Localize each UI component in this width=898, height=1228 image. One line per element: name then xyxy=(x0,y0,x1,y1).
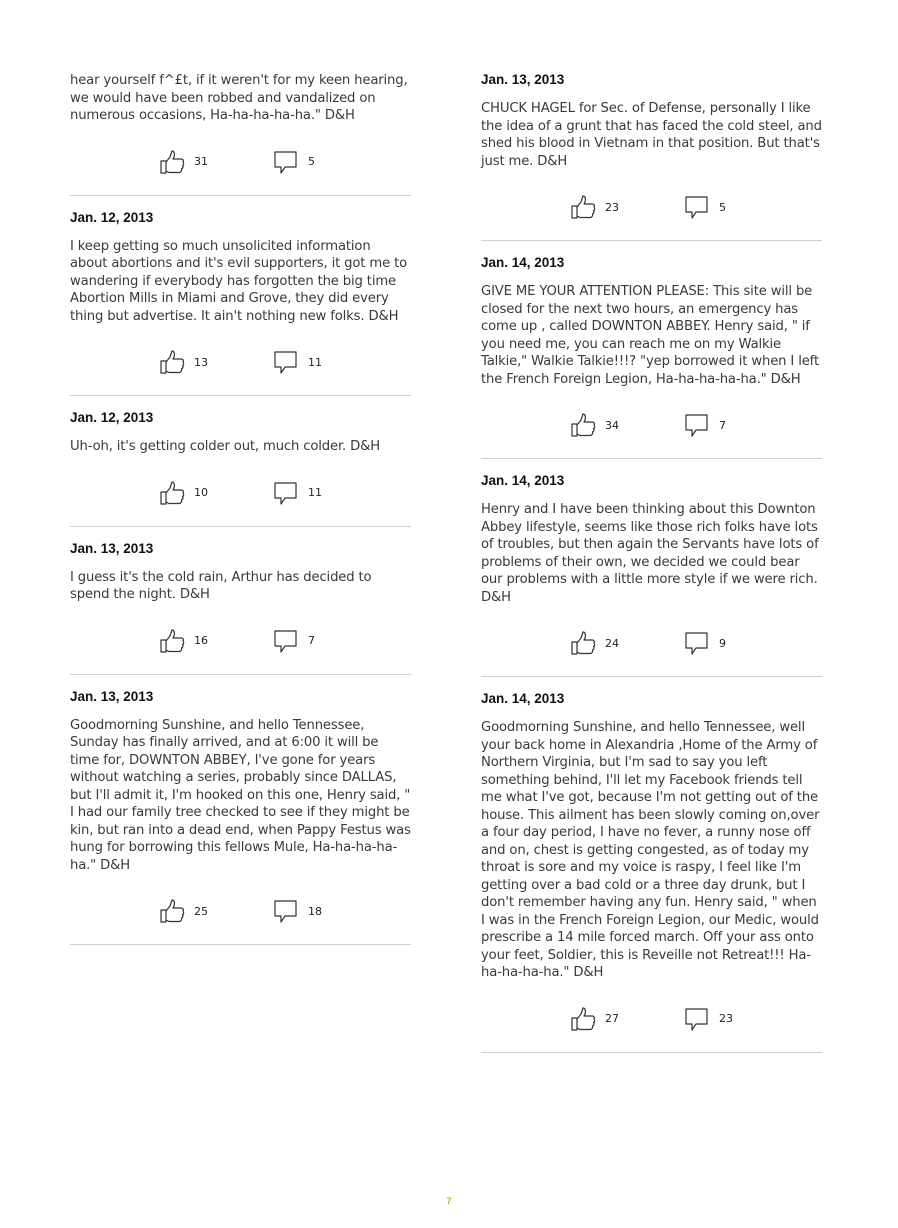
like-button[interactable] xyxy=(159,628,208,654)
comment-count: 9 xyxy=(719,636,726,650)
comment-icon xyxy=(684,194,710,220)
like-count: 27 xyxy=(605,1012,619,1025)
comment-icon xyxy=(684,630,710,656)
like-count: 16 xyxy=(194,634,208,647)
post xyxy=(481,255,822,459)
post-stats xyxy=(70,325,411,395)
like-button[interactable] xyxy=(159,149,208,175)
like-count: 24 xyxy=(605,636,619,650)
like-button[interactable] xyxy=(570,1006,619,1032)
comment-button[interactable] xyxy=(684,1006,733,1032)
post-date: Jan. 14, 2013 xyxy=(481,473,565,488)
post-date: Jan. 12, 2013 xyxy=(70,410,154,425)
post-stats xyxy=(70,125,411,195)
post-stats xyxy=(70,456,411,526)
like-count: 34 xyxy=(605,418,619,432)
thumbs-up-icon xyxy=(570,1006,596,1032)
comment-button[interactable] xyxy=(273,480,322,506)
post-text: I guess it's the cold rain, Arthur has decided to spend the night. D&H xyxy=(70,569,372,602)
like-count: 25 xyxy=(194,904,208,918)
like-button[interactable] xyxy=(570,194,619,220)
thumbs-up-icon xyxy=(159,149,185,175)
thumbs-up-icon xyxy=(570,630,596,656)
post xyxy=(70,410,411,527)
thumbs-up-icon xyxy=(159,628,185,654)
post xyxy=(70,210,411,397)
post-text: I keep getting so much unsolicited information about abortions and it's evil supporters, it got me to wandering if everybody has forgotten the big time Abortion Mills in Miami and Grove, they did every thing but advertise. It ain't nothing new folks. D&H xyxy=(70,238,408,324)
comment-button[interactable] xyxy=(273,349,322,375)
post-date: Jan. 13, 2013 xyxy=(70,540,154,556)
comment-icon xyxy=(273,349,299,375)
like-button[interactable] xyxy=(159,480,208,506)
left-column xyxy=(70,70,411,945)
comment-button[interactable] xyxy=(273,898,322,924)
comment-icon xyxy=(273,480,299,506)
like-button[interactable] xyxy=(570,412,619,438)
comment-button[interactable] xyxy=(684,630,726,656)
comment-icon xyxy=(684,412,710,438)
post xyxy=(70,689,411,946)
post xyxy=(70,541,411,675)
comment-count: 5 xyxy=(308,155,315,168)
post-stats xyxy=(70,874,411,944)
comment-button[interactable] xyxy=(273,628,315,654)
comment-count: 11 xyxy=(308,355,322,369)
post-text: Uh-oh, it's getting colder out, much colder. D&H xyxy=(70,439,381,454)
post xyxy=(70,72,411,196)
post xyxy=(481,72,822,241)
post-date: Jan. 14, 2013 xyxy=(481,691,565,706)
comment-icon xyxy=(273,149,299,175)
like-count: 31 xyxy=(194,155,208,168)
post-date: Jan. 13, 2013 xyxy=(70,688,154,704)
thumbs-up-icon xyxy=(570,194,596,220)
thumbs-up-icon xyxy=(159,898,185,924)
post-stats xyxy=(481,606,822,676)
comment-count: 7 xyxy=(719,418,726,432)
post-text: CHUCK HAGEL for Sec. of Defense, personally I like the idea of a grunt that has faced the cold steel, and shed his blood in Vietnam in that position. But that's just me. D&H xyxy=(481,101,822,169)
thumbs-up-icon xyxy=(159,480,185,506)
like-count: 23 xyxy=(605,200,619,214)
like-button[interactable] xyxy=(570,630,619,656)
comment-count: 23 xyxy=(719,1012,733,1025)
post-stats xyxy=(481,982,822,1052)
post-stats xyxy=(70,604,411,674)
page-number: 7 xyxy=(446,1196,452,1206)
post-text: Henry and I have been thinking about this Downton Abbey lifestyle, seems like those rich folks have lots of troubles, but then again the Servants have lots of problems of their own, we decided we could bear our problems with a little more style if we were rich. D&H xyxy=(481,502,819,605)
like-button[interactable] xyxy=(159,898,208,924)
thumbs-up-icon xyxy=(570,412,596,438)
post-stats xyxy=(481,170,822,240)
comment-icon xyxy=(273,898,299,924)
comment-icon xyxy=(273,628,299,654)
post-stats xyxy=(481,388,822,458)
comment-count: 11 xyxy=(308,486,322,499)
thumbs-up-icon xyxy=(159,349,185,375)
right-column xyxy=(481,70,822,1053)
comment-button[interactable] xyxy=(273,149,315,175)
comment-button[interactable] xyxy=(684,194,726,220)
like-count: 13 xyxy=(194,355,208,369)
comment-count: 5 xyxy=(719,200,726,214)
post xyxy=(481,473,822,677)
like-button[interactable] xyxy=(159,349,208,375)
post-text: GIVE ME YOUR ATTENTION PLEASE: This site will be closed for the next two hours, an emergency has come up , called DOWNTON ABBEY. Henry said, " if you need me, you can reach me on my Walkie Talkie," Walkie Talkie!!!? "yep borrowed it when I left the French Foreign Legion, Ha-ha-ha-ha-ha." D&H xyxy=(481,284,819,387)
comment-count: 18 xyxy=(308,904,322,918)
post-date: Jan. 13, 2013 xyxy=(481,72,565,87)
post-date: Jan. 14, 2013 xyxy=(481,255,565,270)
comment-count: 7 xyxy=(308,634,315,647)
post xyxy=(481,691,822,1053)
comment-icon xyxy=(684,1006,710,1032)
comment-button[interactable] xyxy=(684,412,726,438)
post-text: Goodmorning Sunshine, and hello Tennessee, Sunday has finally arrived, and at 6:00 it will be time for, DOWNTON ABBEY, I've gone for years without watching a series, probably since DALLAS, but I'll admit it, I'm hooked on this one, Henry said, " I had our family tree checked to see if they might be kin, but ran into a dead end, when Pappy Festus was hung for borrowing this fellows Mule, Ha-ha-ha-ha-ha." D&H xyxy=(70,717,411,873)
like-count: 10 xyxy=(194,486,208,499)
post-text: hear yourself f^£t, if it weren't for my keen hearing, we would have been robbed and vandalized on numerous occasions, Ha-ha-ha-ha-ha." D&H xyxy=(70,73,408,123)
post-text: Goodmorning Sunshine, and hello Tennessee, well your back home in Alexandria ,Home of the Army of Northern Virginia, but I'm sad to say you left something behind, I'll let my Facebook friends tell me what I've got, because I'm not getting out of the house. This ailment has been slowly coming on,over a four day period, I have no fever, a runny nose off and on, chest is getting congested, as of today my throat is sore and my voice is raspy, I feel like I'm getting over a bad cold or a three day drunk, but I don't remember having any fun. Henry said, " when I was in the French Foreign Legion, our Medic, would prescribe a 14 mile forced march. Off your ass onto your feet, Soldier, this is Reveille not Retreat!!! Ha-ha-ha-ha-ha." D&H xyxy=(481,720,820,980)
post-date: Jan. 12, 2013 xyxy=(70,209,154,225)
